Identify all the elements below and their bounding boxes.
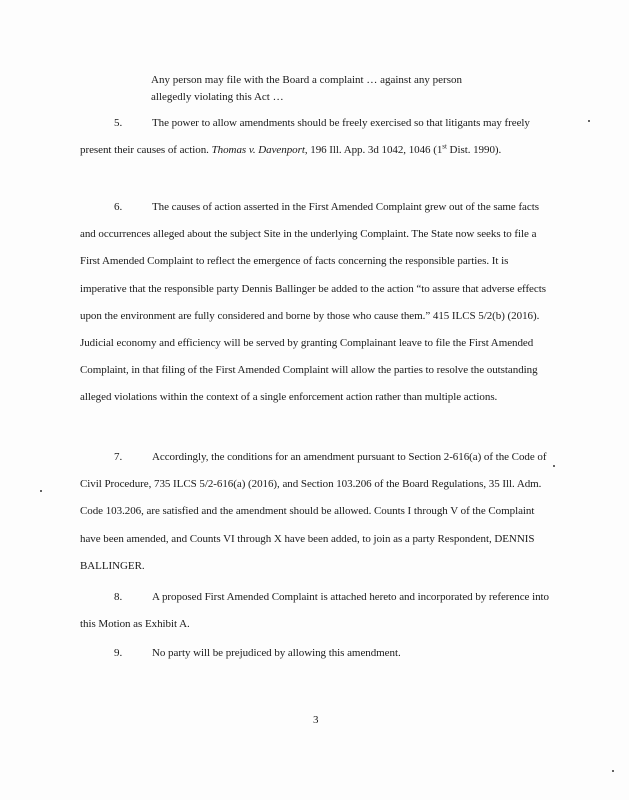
paragraph-number: 9. (114, 647, 123, 659)
paragraph-text: No party will be prejudiced by allowing this amendment. (152, 647, 401, 659)
paragraph-6 (80, 194, 556, 412)
case-citation: Thomas v. Davenport (211, 144, 305, 157)
scan-speck (553, 465, 555, 467)
paragraph-number: 5. (114, 117, 123, 129)
scan-speck (588, 120, 590, 122)
paragraph-5 (80, 110, 556, 164)
paragraph-7 (80, 444, 556, 580)
paragraph-text: Accordingly, the conditions for an amendment pursuant to Section 2-616(a) of the Code of Civil Procedure, 735 ILCS 5/2-616(a) (2016), and Section 103.206 of the Board Regulations, 35 Ill. Adm. Code 103.206, are satisfied and the amendment should be allowed. Counts I through V of the Complaint have been amended, and Counts VI through X have been added, to join as a party Respondent, DENNIS BALLINGER. (80, 451, 547, 572)
scan-speck (612, 770, 614, 772)
scan-speck (40, 490, 42, 492)
paragraph-9 (80, 640, 556, 667)
citation-end: Dist. 1990). (446, 144, 502, 157)
paragraph-text: The causes of action asserted in the First Amended Complaint grew out of the same facts and occurrences alleged about the subject Site in the underlying Complaint. The State now seeks to file a First Amended Complaint to reflect the emergence of facts concerning the responsible parties. It is imperative that the responsible party Dennis Ballinger be added to the action “to assure that adverse effects upon the environment are fully considered and borne by those who cause them.” 415 ILCS 5/2(b) (2016). Judicial economy and efficiency will be served by granting Complainant leave to file the First Amended Complaint, in that filing of the First Amended Complaint will allow the parties to resolve the outstanding alleged violations within the context of a single enforcement action rather than multiple actions. (80, 201, 546, 404)
paragraph-text: The power to allow amendments should be freely exercised so that litigants may freely present their causes of action. (80, 117, 530, 157)
quote-line-1: Any person may file with the Board a complaint … against any person (151, 74, 462, 86)
citation-text: , 196 Ill. App. 3d 1042, 1046 (1 (304, 144, 443, 157)
quote-line-2: allegedly violating this Act … (151, 91, 284, 103)
paragraph-number: 6. (114, 201, 123, 213)
page-number: 3 (313, 714, 319, 726)
paragraph-number: 8. (114, 591, 123, 603)
paragraph-number: 7. (114, 451, 123, 463)
ordinal-suffix: st (442, 142, 447, 151)
paragraph-text: A proposed First Amended Complaint is attached hereto and incorporated by reference into this Motion as Exhibit A. (80, 591, 549, 631)
paragraph-8 (80, 584, 556, 638)
block-quote (151, 72, 531, 106)
